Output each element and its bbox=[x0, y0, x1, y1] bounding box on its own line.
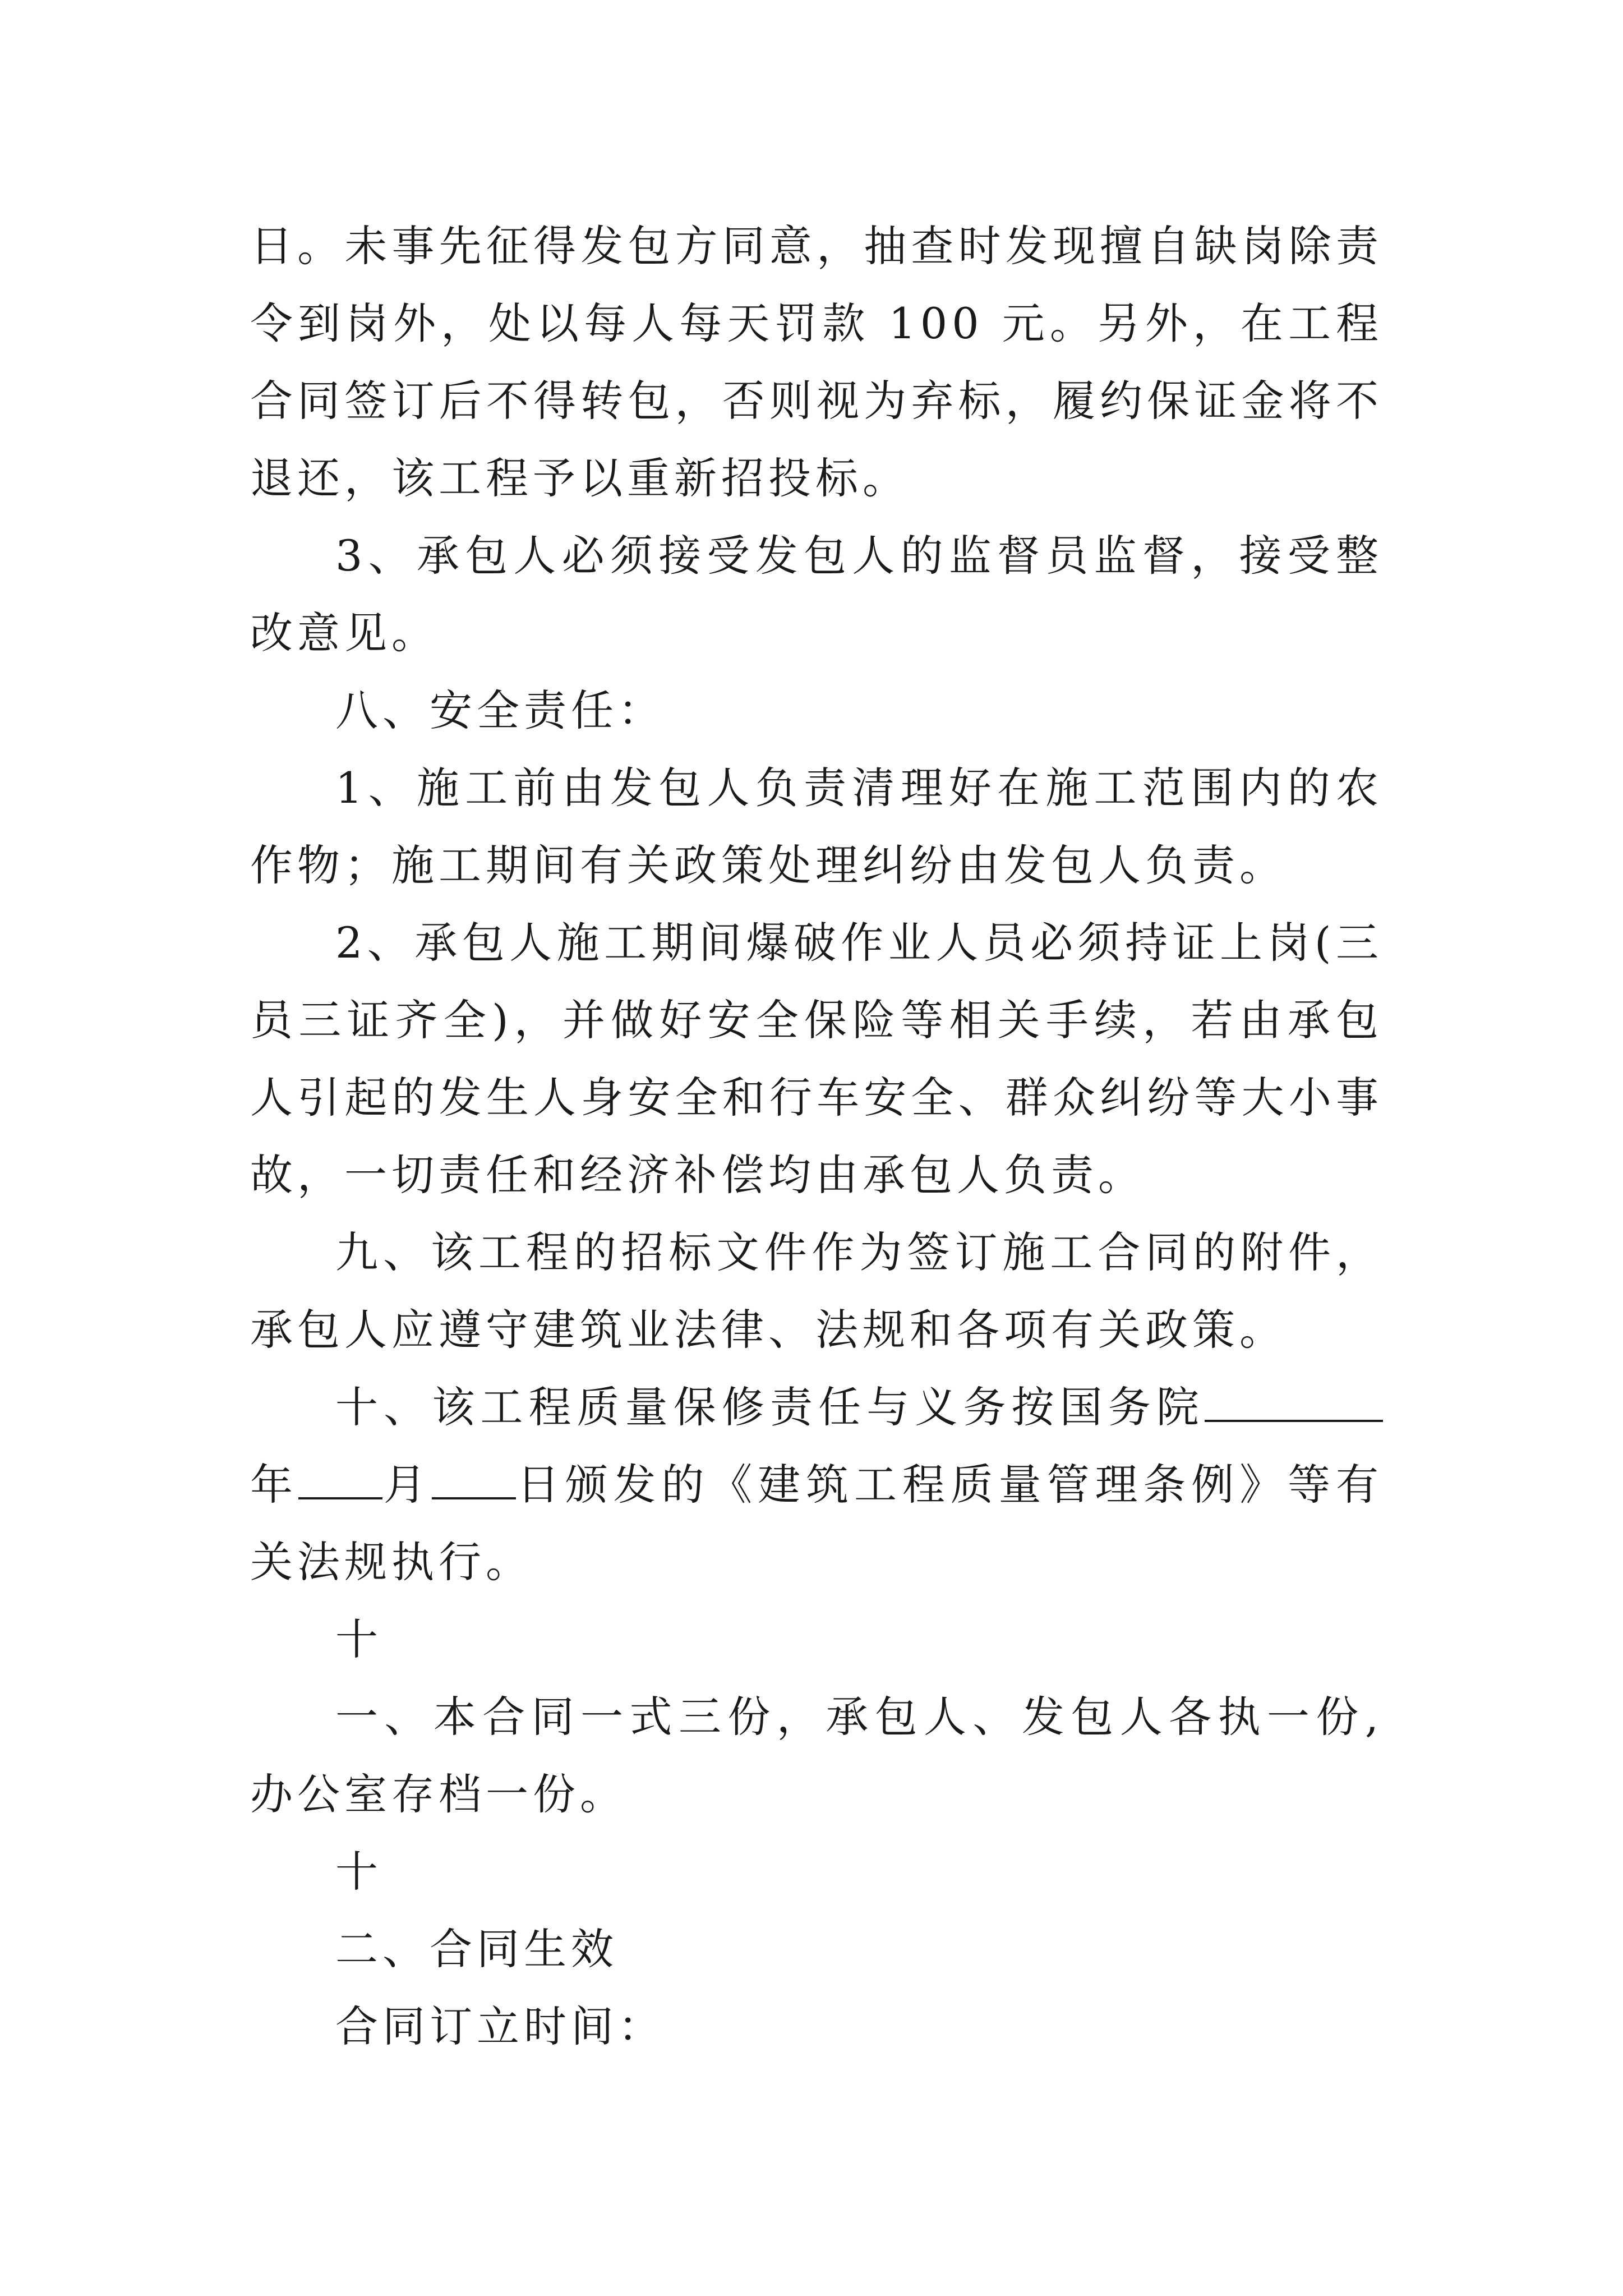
clause-ten-text-1: 十、该工程质量保修责任与义务按国务院 bbox=[335, 1382, 1205, 1432]
paragraph-signing-time: 合同订立时间： bbox=[335, 2001, 665, 2051]
paragraph-clause-nine: 九、该工程的招标文件作为签订施工合同的附件，承包人应遵守建筑业法律、法规和各项有关政策。 bbox=[250, 1227, 1383, 1355]
paragraph-safety-2: 2、承包人施工期间爆破作业人员必须持证上岗(三员三证齐全)，并做好安全保险等相关手续，若由承包人引起的发生人身安全和行车安全、群众纠纷等大小事故，一切责任和经济补偿均由承包人负责。 bbox=[250, 918, 1383, 1200]
clause-ten-text-3: 月 bbox=[382, 1460, 432, 1510]
paragraph-copies: 一、本合同一式三份，承包人、发包人各执一份,办公室存档一份。 bbox=[250, 1692, 1383, 1819]
year-blank bbox=[1205, 1376, 1383, 1422]
document-body bbox=[250, 208, 1383, 2065]
heading-contract-effective: 二、合同生效 bbox=[335, 1924, 618, 1974]
paragraph-continuation: 日。未事先征得发包方同意，抽查时发现擅自缺岗除责令到岗外，处以每人每天罚款 100 元。另外，在工程合同签订后不得转包，否则视为弃标，履约保证金将不退还，该工程予以重新招投标。 bbox=[250, 221, 1383, 503]
paragraph-safety-1: 1、施工前由发包人负责清理好在施工范围内的农作物；施工期间有关政策处理纠纷由发包人负责。 bbox=[250, 763, 1383, 890]
paragraph-ten-mark-1: 十 bbox=[335, 1614, 382, 1664]
heading-safety-responsibility: 八、安全责任： bbox=[335, 685, 665, 735]
clause-ten-text-2: 年 bbox=[250, 1460, 298, 1510]
paragraph-clause-ten bbox=[250, 1369, 1383, 1601]
clause-ten-text-4: 日颁发的《建筑工程质量管理条例》等有关法规执行。 bbox=[250, 1460, 1384, 1587]
paragraph-ten-mark-2: 十 bbox=[335, 1847, 382, 1897]
paragraph-clause-3: 3、承包人必须接受发包人的监督员监督，接受整改意见。 bbox=[250, 531, 1383, 658]
month-blank bbox=[298, 1453, 382, 1499]
day-blank bbox=[432, 1453, 516, 1499]
